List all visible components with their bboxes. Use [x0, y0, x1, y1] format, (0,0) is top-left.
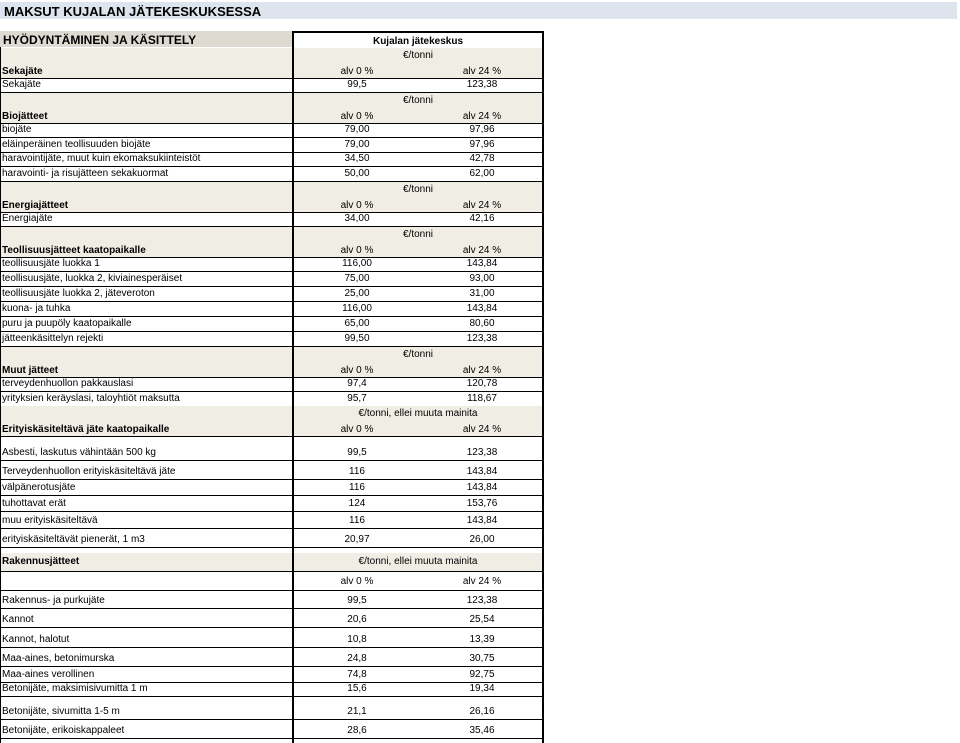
- unit-label: €/tonni: [402, 50, 434, 61]
- row-label: erityiskäsiteltävät pienerät, 1 m3: [2, 534, 145, 545]
- price-vat0: 99,50: [344, 333, 370, 344]
- vat24-header: alv 24 %: [462, 245, 502, 256]
- price-vat24: 42,78: [469, 153, 495, 164]
- price-vat24: 143,84: [466, 515, 498, 526]
- row-divider: [0, 590, 544, 591]
- column-border-left: [292, 31, 294, 743]
- table-row: [0, 682, 544, 696]
- table-row: [0, 633, 544, 647]
- group-header-row: [0, 362, 544, 377]
- group-name: Biojätteet: [2, 111, 48, 122]
- table-row: [0, 652, 544, 666]
- row-label: tuhottavat erät: [2, 498, 66, 509]
- row-divider: [0, 460, 544, 461]
- price-vat0: 74,8: [347, 669, 367, 680]
- row-label: eläinperäinen teollisuuden biojäte: [2, 139, 151, 150]
- price-vat24: 31,00: [469, 288, 495, 299]
- group-name: Sekajäte: [2, 66, 43, 77]
- price-vat0: 34,00: [344, 213, 370, 224]
- table-row: [0, 317, 544, 331]
- row-divider: [0, 719, 544, 720]
- group-header-row: [0, 553, 544, 571]
- row-label: teollisuusjäte luokka 1: [2, 258, 100, 269]
- price-vat0: 79,00: [344, 139, 370, 150]
- row-divider: [0, 495, 544, 496]
- price-vat0: 99,5: [347, 447, 367, 458]
- row-divider: [0, 571, 544, 572]
- price-vat24: 97,96: [469, 139, 495, 150]
- row-label: yrityksien keräyslasi, taloyhtiöt maksutta: [2, 393, 180, 404]
- unit-label: €/tonni: [402, 229, 434, 240]
- price-vat0: 24,8: [347, 653, 367, 664]
- row-label: Sekajäte: [2, 79, 41, 90]
- price-vat24: 143,84: [466, 482, 498, 493]
- price-vat0: 116: [349, 466, 365, 477]
- group-header-row: [0, 197, 544, 212]
- row-label: Energiajäte: [2, 213, 53, 224]
- table-row: [0, 497, 544, 511]
- row-label: Betonijäte, maksimisivumitta 1 m: [2, 683, 148, 694]
- price-vat0: 75,00: [344, 273, 370, 284]
- row-label: Maa-aines verollinen: [2, 669, 95, 680]
- table-row: [0, 724, 544, 738]
- vat0-header: alv 0 %: [340, 200, 374, 211]
- column-border-right: [542, 31, 544, 743]
- row-divider: [0, 738, 544, 739]
- row-label: Betonijäte, erikoiskappaleet: [2, 725, 125, 736]
- unit-row: [0, 48, 544, 63]
- table-row: [0, 613, 544, 627]
- price-vat0: 116,00: [342, 258, 372, 269]
- vat24-header: alv 24 %: [462, 576, 502, 587]
- vat24-header: alv 24 %: [462, 66, 502, 77]
- price-vat24: 143,84: [466, 258, 498, 269]
- price-vat0: 21,1: [347, 706, 367, 717]
- table-row: [0, 377, 544, 391]
- group-header-row: [0, 63, 544, 78]
- unit-row: [0, 347, 544, 362]
- price-vat0: 20,97: [344, 534, 370, 545]
- vat24-header: alv 24 %: [462, 424, 502, 435]
- vat0-header: alv 0 %: [340, 365, 374, 376]
- table-row: [0, 78, 544, 92]
- table-row: [0, 167, 544, 181]
- vat24-header: alv 24 %: [462, 200, 502, 211]
- vat24-header: alv 24 %: [462, 365, 502, 376]
- unit-label: €/tonni: [402, 95, 434, 106]
- price-vat24: 30,75: [469, 653, 495, 664]
- row-divider: [0, 696, 544, 697]
- price-vat24: 26,16: [469, 706, 495, 717]
- price-vat0: 97,4: [347, 378, 367, 389]
- price-vat0: 15,6: [347, 683, 367, 694]
- vat0-header: alv 0 %: [340, 576, 374, 587]
- table-row: [0, 152, 544, 166]
- price-vat0: 65,00: [344, 318, 370, 329]
- table-row: [0, 272, 544, 286]
- row-divider: [0, 479, 544, 480]
- group-header-row: [0, 421, 544, 436]
- price-vat24: 123,38: [466, 79, 498, 90]
- group-name: Energiajätteet: [2, 200, 69, 211]
- row-label: teollisuusjäte luokka 2, jäteveroton: [2, 288, 155, 299]
- price-vat0: 34,50: [344, 153, 370, 164]
- row-label: Betonijäte, sivumitta 1-5 m: [2, 706, 120, 717]
- vat0-header: alv 0 %: [340, 66, 374, 77]
- row-divider: [0, 666, 544, 667]
- vat0-header: alv 0 %: [340, 245, 374, 256]
- price-vat0: 20,6: [347, 614, 367, 625]
- row-divider: [0, 627, 544, 628]
- table-row: [0, 481, 544, 495]
- price-vat0: 10,8: [347, 634, 367, 645]
- row-label: välpänerotusjäte: [2, 482, 76, 493]
- row-label: kuona- ja tuhka: [2, 303, 71, 314]
- price-vat0: 99,5: [347, 79, 367, 90]
- row-label: Maa-aines, betonimurska: [2, 653, 115, 664]
- unit-label: €/tonni: [402, 184, 434, 195]
- row-label: puru ja puupöly kaatopaikalle: [2, 318, 132, 329]
- price-vat24: 35,46: [469, 725, 495, 736]
- page-title: MAKSUT KUJALAN JÄTEKESKUKSESSA: [4, 4, 262, 19]
- unit-row: [0, 182, 544, 197]
- group-name: Muut jätteet: [2, 365, 59, 376]
- price-vat24: 13,39: [469, 634, 495, 645]
- section-header: [0, 31, 544, 47]
- title-bar: [0, 2, 957, 19]
- price-vat0: 124: [348, 498, 366, 509]
- table-row: [0, 594, 544, 608]
- row-label: Kannot, halotut: [2, 634, 70, 645]
- price-vat24: 123,38: [466, 447, 498, 458]
- table-border-left: [0, 47, 1, 743]
- row-divider: [0, 547, 544, 548]
- row-label: terveydenhuollon pakkauslasi: [2, 378, 134, 389]
- group-header-row: [0, 242, 544, 257]
- vat-header-row: [0, 573, 544, 590]
- table-row: [0, 446, 544, 460]
- table-row: [0, 257, 544, 271]
- price-vat0: 25,00: [344, 288, 370, 299]
- row-label: teollisuusjäte, luokka 2, kiviainesperäiset: [2, 273, 183, 284]
- table-row: [0, 212, 544, 226]
- table-row: [0, 332, 544, 346]
- row-divider: [0, 528, 544, 529]
- row-label: biojäte: [2, 124, 32, 135]
- unit-row: [0, 406, 544, 421]
- group-name: Erityiskäsiteltävä jäte kaatopaikalle: [2, 424, 170, 435]
- table-row: [0, 138, 544, 152]
- price-vat24: 123,38: [466, 595, 498, 606]
- table-row: [0, 392, 544, 406]
- table-row: [0, 465, 544, 479]
- price-vat0: 116: [349, 515, 365, 526]
- price-vat24: 118,67: [467, 393, 497, 404]
- price-vat24: 19,34: [469, 683, 495, 694]
- price-vat24: 143,84: [466, 466, 498, 477]
- row-label: Rakennus- ja purkujäte: [2, 595, 105, 606]
- price-vat0: 79,00: [344, 124, 370, 135]
- row-label: Kannot: [2, 614, 34, 625]
- table-row: [0, 302, 544, 316]
- unit-row: [0, 227, 544, 242]
- price-vat0: 116: [349, 482, 365, 493]
- price-vat24: 62,00: [469, 168, 495, 179]
- price-vat24: 80,60: [469, 318, 495, 329]
- table-row: [0, 533, 544, 547]
- unit-label: €/tonni, ellei muuta mainita: [358, 408, 478, 419]
- row-label: jätteenkäsittelyn rejekti: [2, 333, 104, 344]
- price-vat24: 25,54: [469, 614, 495, 625]
- price-vat24: 92,75: [469, 669, 495, 680]
- row-label: Asbesti, laskutus vähintään 500 kg: [2, 447, 156, 458]
- row-divider: [0, 608, 544, 609]
- vat0-header: alv 0 %: [340, 424, 374, 435]
- vat0-header: alv 0 %: [340, 111, 374, 122]
- price-vat24: 93,00: [469, 273, 495, 284]
- group-name: Teollisuusjätteet kaatopaikalle: [2, 245, 146, 256]
- column-header: Kujalan jätekeskus: [292, 31, 544, 47]
- price-vat24: 153,76: [466, 498, 498, 509]
- price-vat24: 42,16: [469, 213, 495, 224]
- price-vat0: 116,00: [342, 303, 372, 314]
- row-divider: [0, 511, 544, 512]
- row-label: muu erityiskäsiteltävä: [2, 515, 98, 526]
- table-row: [0, 668, 544, 682]
- table-row: [0, 514, 544, 528]
- row-label: haravointi- ja risujätteen sekakuormat: [2, 168, 169, 179]
- unit-label: €/tonni, ellei muuta mainita: [358, 556, 478, 567]
- section-title: HYÖDYNTÄMINEN JA KÄSITTELY: [0, 31, 292, 47]
- row-label: haravointijäte, muut kuin ekomaksukiinteistöt: [2, 153, 201, 164]
- unit-label: €/tonni: [402, 349, 434, 360]
- price-vat24: 26,00: [469, 534, 495, 545]
- row-label: Terveydenhuollon erityiskäsiteltävä jäte: [2, 466, 176, 477]
- group-name: Rakennusjätteet: [2, 556, 80, 567]
- price-vat24: 123,38: [466, 333, 498, 344]
- price-vat24: 97,96: [469, 124, 495, 135]
- price-vat0: 28,6: [347, 725, 367, 736]
- table-row: [0, 287, 544, 301]
- price-vat24: 120,78: [466, 378, 498, 389]
- group-header-row: [0, 108, 544, 123]
- row-divider: [0, 647, 544, 648]
- table-row: [0, 705, 544, 719]
- price-vat0: 95,7: [347, 393, 367, 404]
- table-row: [0, 123, 544, 137]
- price-vat24: 143,84: [466, 303, 498, 314]
- price-vat0: 50,00: [344, 168, 370, 179]
- price-vat0: 99,5: [347, 595, 367, 606]
- vat24-header: alv 24 %: [462, 111, 502, 122]
- unit-row: [0, 93, 544, 108]
- row-divider: [0, 436, 544, 437]
